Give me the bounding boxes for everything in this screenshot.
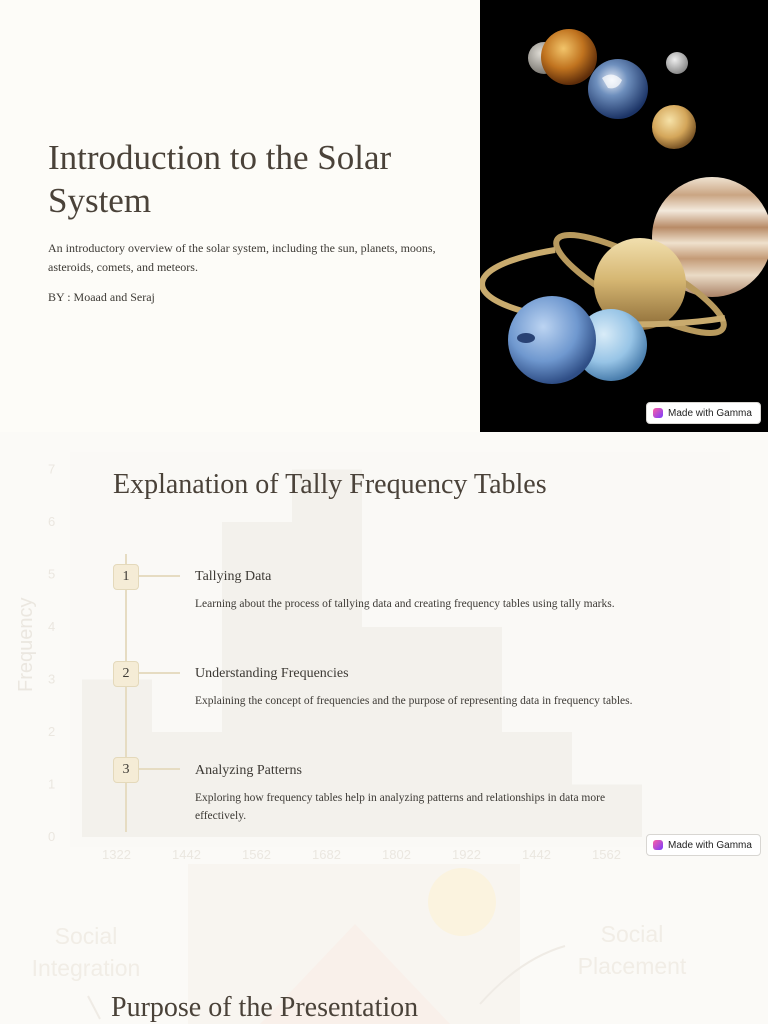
y-tick-label: 7 bbox=[48, 461, 56, 477]
badge-label: Made with Gamma bbox=[668, 407, 752, 419]
step-connector bbox=[139, 768, 180, 770]
y-tick-label: 4 bbox=[48, 619, 56, 634]
y-tick-label: 5 bbox=[48, 566, 56, 582]
step-description: Exploring how frequency tables help in analyzing patterns and relationships in data more effectively. bbox=[195, 792, 606, 822]
chart-bar bbox=[292, 470, 362, 838]
slide-title: Explanation of Tally Frequency Tables bbox=[113, 469, 547, 500]
made-with-gamma-badge[interactable] bbox=[646, 402, 761, 424]
slide-tally-tables bbox=[0, 432, 768, 864]
step-description: Learning about the process of tallying data and creating frequency tables using tally marks. bbox=[195, 598, 615, 610]
planets-illustration bbox=[480, 0, 768, 432]
step-number: 2 bbox=[113, 661, 139, 687]
y-tick-label: 2 bbox=[48, 724, 56, 739]
step-description: Explaining the concept of frequencies and the purpose of representing data in frequency tables. bbox=[195, 695, 633, 707]
y-tick-label: 3 bbox=[48, 671, 56, 687]
slide-title: Purpose of the Presentation bbox=[111, 992, 419, 1023]
x-tick-label: 1802 bbox=[382, 847, 411, 862]
x-tick-label: 1322 bbox=[102, 847, 131, 862]
y-axis-label: Frequency bbox=[15, 597, 37, 692]
slide-byline: BY : Moaad and Seraj bbox=[48, 290, 155, 304]
made-with-gamma-badge[interactable] bbox=[646, 834, 761, 856]
step-title: Tallying Data bbox=[195, 569, 272, 584]
y-tick-label: 6 bbox=[48, 514, 56, 529]
step-number: 3 bbox=[113, 757, 139, 783]
gamma-logo-icon bbox=[653, 408, 663, 418]
timeline-line bbox=[125, 554, 127, 832]
x-tick-label: 1442 bbox=[522, 847, 551, 862]
step-number: 1 bbox=[113, 564, 139, 590]
step-title: Analyzing Patterns bbox=[195, 763, 302, 778]
x-tick-label: 1442 bbox=[172, 847, 201, 862]
x-tick-label: 1562 bbox=[592, 847, 621, 862]
step-connector bbox=[139, 575, 180, 577]
ghost-label-left: Social Integration bbox=[31, 923, 141, 981]
x-tick-label: 1562 bbox=[242, 847, 271, 862]
slide-purpose bbox=[0, 864, 768, 1024]
step-connector bbox=[139, 672, 180, 674]
step-title: Understanding Frequencies bbox=[195, 666, 349, 681]
slide-title: Introduction to the Solar System bbox=[48, 138, 392, 220]
slide-intro bbox=[0, 0, 768, 432]
y-tick-label: 1 bbox=[48, 776, 56, 792]
ghost-label-right: Social Placement bbox=[577, 921, 687, 979]
solar-system-image bbox=[480, 0, 768, 432]
slide-description: An introductory overview of the solar system, including the sun, planets, moons, asteroids, comets, and meteors. bbox=[48, 241, 436, 274]
x-tick-label: 1682 bbox=[312, 847, 341, 862]
x-tick-label: 1922 bbox=[452, 847, 481, 862]
badge-label: Made with Gamma bbox=[668, 839, 752, 851]
gamma-logo-icon bbox=[653, 840, 663, 850]
y-tick-label: 0 bbox=[48, 829, 56, 844]
